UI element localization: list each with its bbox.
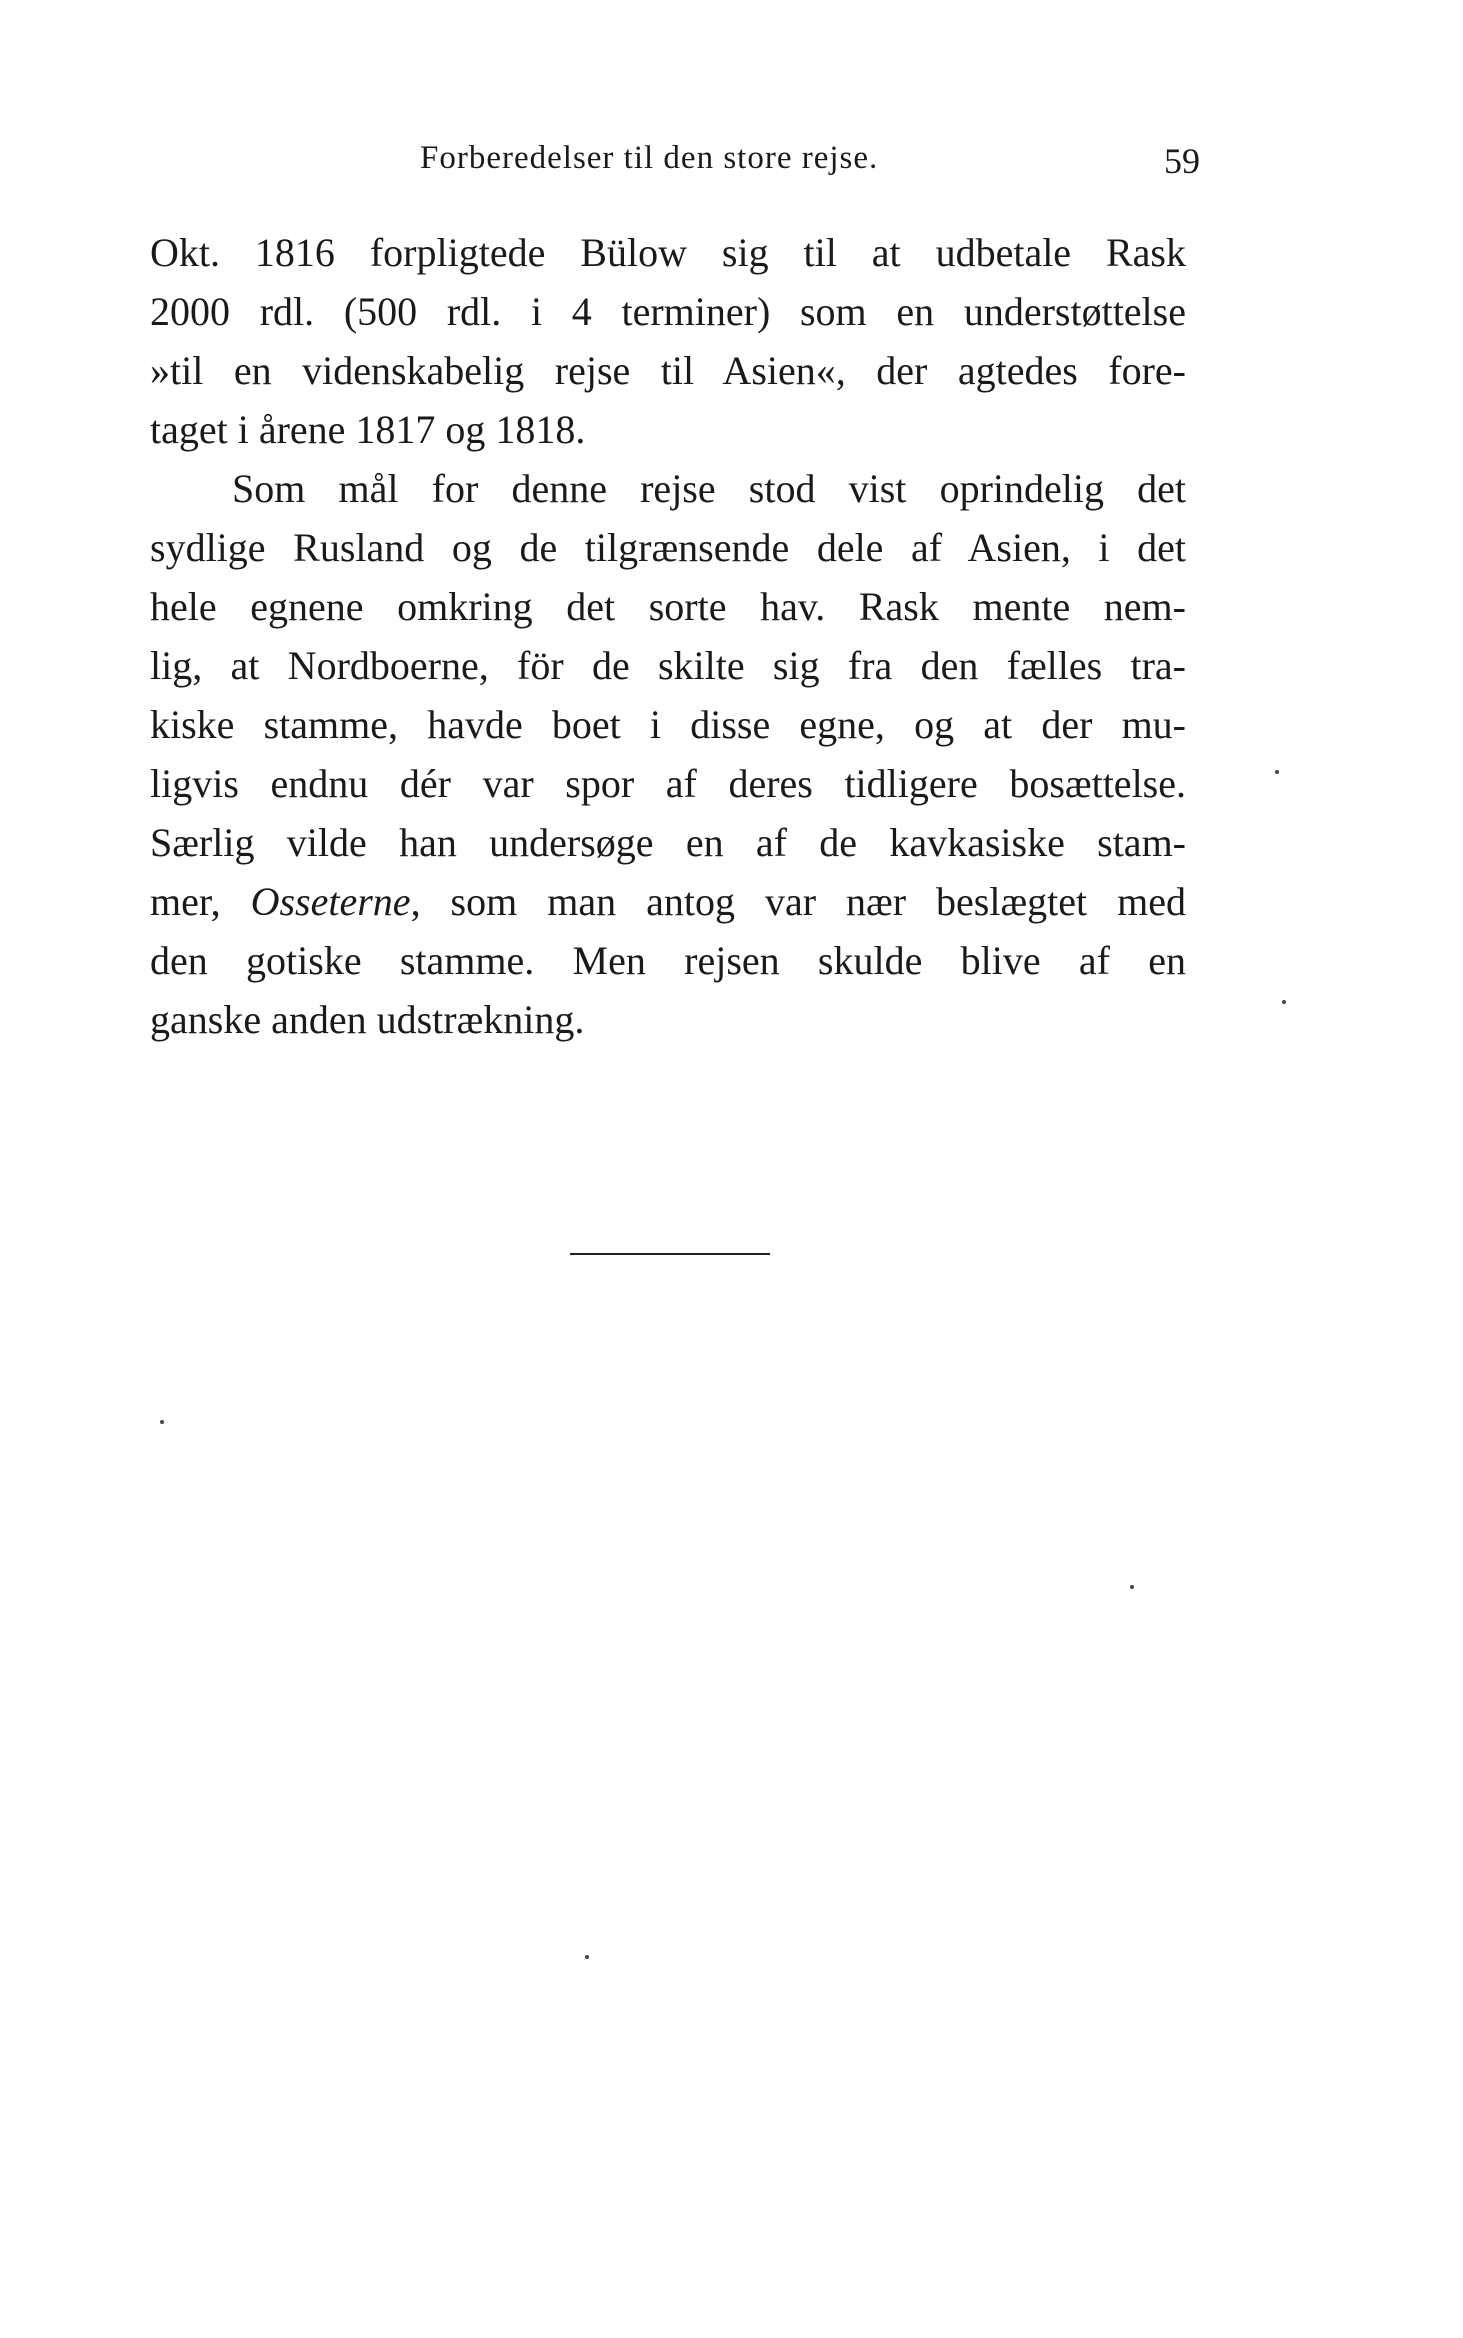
line12-after: , som man antog var nær beslægtet med [410,879,1186,924]
line12-before: mer, [150,879,251,924]
paper-speck [1130,1585,1134,1589]
text-line-12 [150,872,1186,931]
text-line-2: 2000 rdl. (500 rdl. i 4 terminer) som en understøttelse [150,289,1186,334]
paper-speck [1275,770,1279,774]
text-line-13: den gotiske stamme. Men rejsen skulde blive af en [150,938,1186,983]
text-line-8: lig, at Nordboerne, för de skilte sig fra den fælles tra- [150,643,1186,688]
section-divider [570,1253,770,1255]
body-text [150,223,1186,1049]
text-line-3: »til en videnskabelig rejse til Asien«, der agtedes fore- [150,348,1186,393]
text-line-7: hele egnene omkring det sorte hav. Rask mente nem- [150,584,1186,629]
italic-term-osseterne: Osseterne [250,879,411,924]
page-number: 59 [1164,141,1200,181]
paper-speck [585,1955,589,1959]
text-line-5: Som mål for denne rejse stod vist oprindelig det [232,466,1186,511]
text-line-11: Særlig vilde han undersøge en af de kavkasiske stam- [150,820,1186,865]
text-line-4: taget i årene 1817 og 1818. [150,407,586,452]
text-line-14: ganske anden udstrækning. [150,997,585,1042]
text-line-6: sydlige Rusland og de tilgrænsende dele af Asien, i det [150,525,1186,570]
page-header [150,140,1200,200]
text-line-9: kiske stamme, havde boet i disse egne, og at der mu- [150,702,1186,747]
paper-speck [1282,1000,1286,1004]
paper-speck [160,1420,164,1424]
text-line-10: ligvis endnu dér var spor af deres tidligere bosættelse. [150,761,1186,806]
text-line-1: Okt. 1816 forpligtede Bülow sig til at udbetale Rask [150,230,1186,275]
running-head: Forberedelser til den store rejse. [420,140,879,176]
